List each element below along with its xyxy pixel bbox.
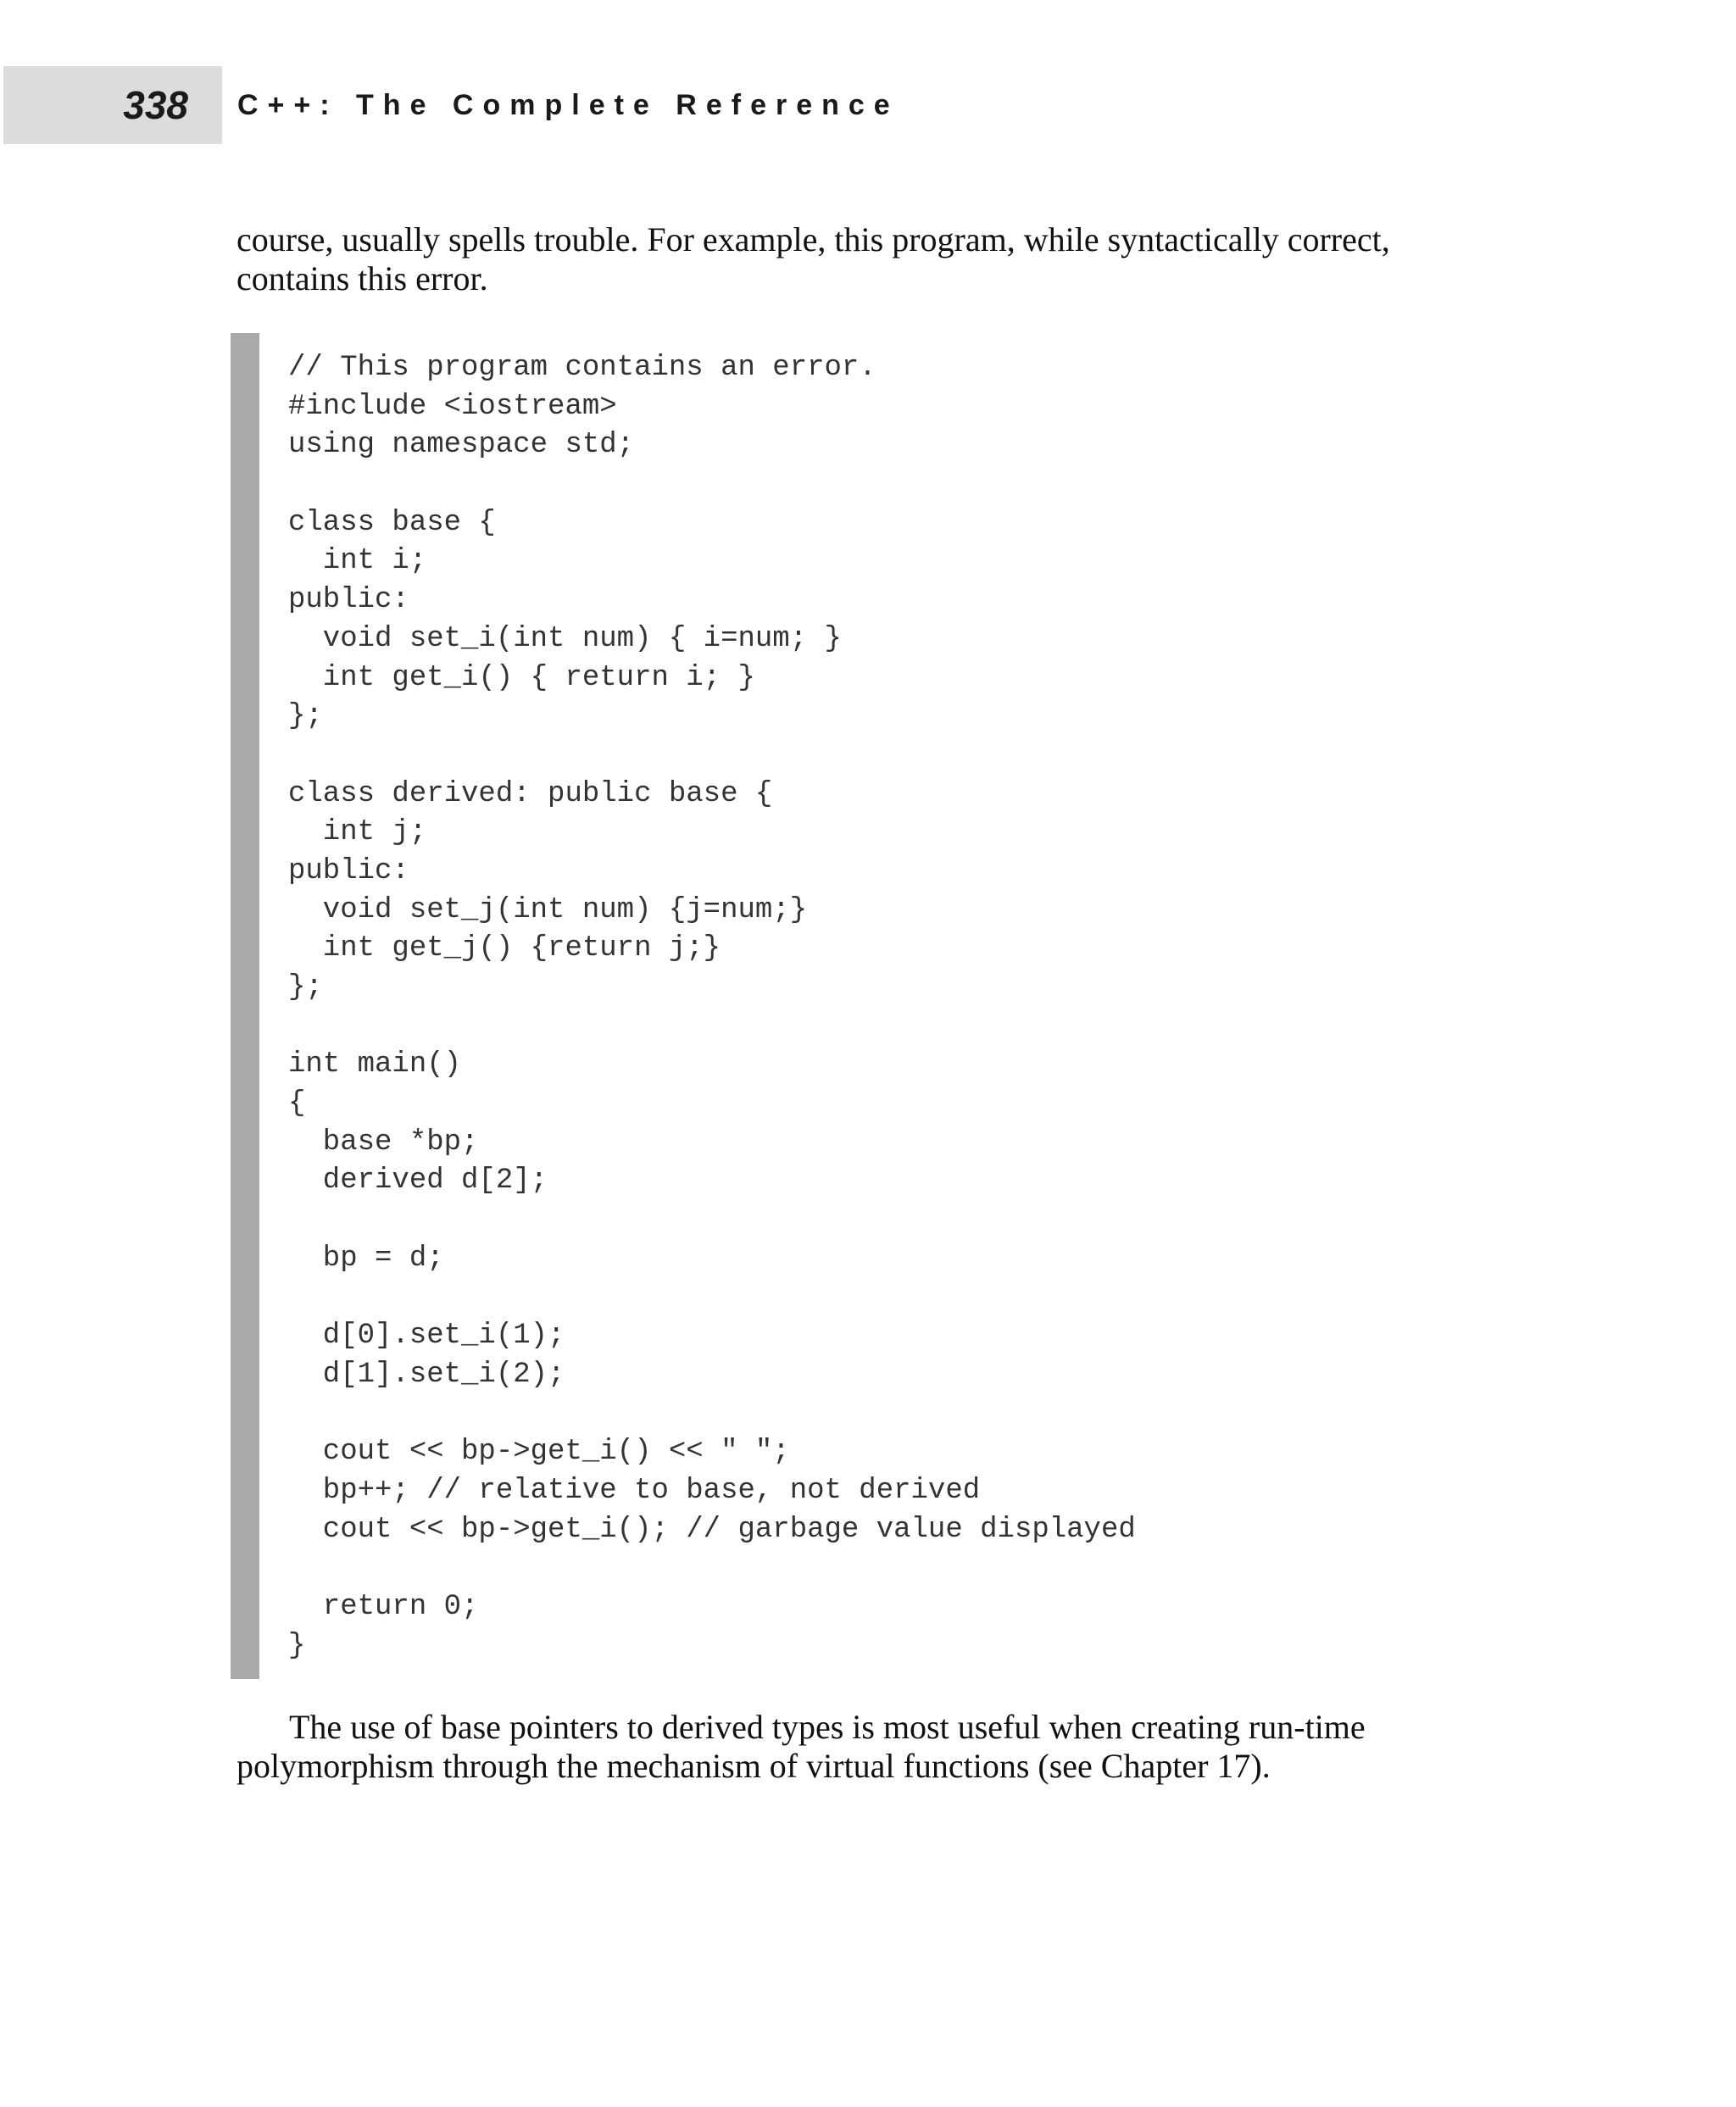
code-line — [288, 1279, 1136, 1318]
code-line: int get_j() {return j;} — [288, 932, 721, 965]
code-line: base *bp; — [288, 1126, 479, 1159]
code-line: using namespace std; — [288, 429, 635, 462]
page-number-box — [3, 66, 222, 144]
code-line: cout << bp->get_i() << " "; — [288, 1436, 790, 1469]
code-line: }; — [288, 700, 323, 733]
code-line: }; — [288, 971, 323, 1003]
code-line: derived d[2]; — [288, 1165, 548, 1198]
code-line: int i; — [288, 545, 427, 578]
code-line — [288, 465, 1136, 504]
code-line: int get_i() { return i; } — [288, 661, 755, 694]
intro-paragraph: course, usually spells trouble. For example, this program, while syntactically correct, contains this error. — [236, 220, 1390, 297]
code-line: class derived: public base { — [288, 777, 773, 810]
code-line — [288, 1201, 1136, 1240]
code-line: int main() — [288, 1048, 462, 1081]
code-line: d[1].set_i(2); — [288, 1358, 565, 1391]
code-line: public: — [288, 584, 409, 617]
code-block-bar — [231, 333, 259, 1679]
code-line: return 0; — [288, 1591, 479, 1623]
code-line — [288, 1549, 1136, 1588]
closing-paragraph: The use of base pointers to derived types is most useful when creating run-time polymorphism through the mechanism of virtual functions (see Chapter 17). — [236, 1708, 1366, 1785]
code-line: void set_j(int num) {j=num;} — [288, 893, 808, 926]
code-line: class base { — [288, 506, 496, 539]
code-line: // This program contains an error. — [288, 352, 876, 384]
code-line: bp = d; — [288, 1242, 444, 1275]
code-line: #include <iostream> — [288, 390, 617, 423]
code-line: cout << bp->get_i(); // garbage value displayed — [288, 1513, 1136, 1546]
code-line: bp++; // relative to base, not derived — [288, 1474, 981, 1507]
page-number: 338 — [123, 83, 188, 127]
code-line: { — [288, 1087, 306, 1120]
code-line — [288, 1395, 1136, 1434]
code-line: void set_i(int num) { i=num; } — [288, 622, 842, 655]
code-line — [288, 737, 1136, 776]
running-head-title: C++: The Complete Reference — [237, 89, 899, 121]
code-listing — [288, 349, 1136, 1665]
code-line: } — [288, 1629, 306, 1662]
code-line: d[0].set_i(1); — [288, 1320, 565, 1353]
code-line: public: — [288, 854, 409, 887]
code-line: int j; — [288, 816, 427, 849]
code-line — [288, 1008, 1136, 1047]
